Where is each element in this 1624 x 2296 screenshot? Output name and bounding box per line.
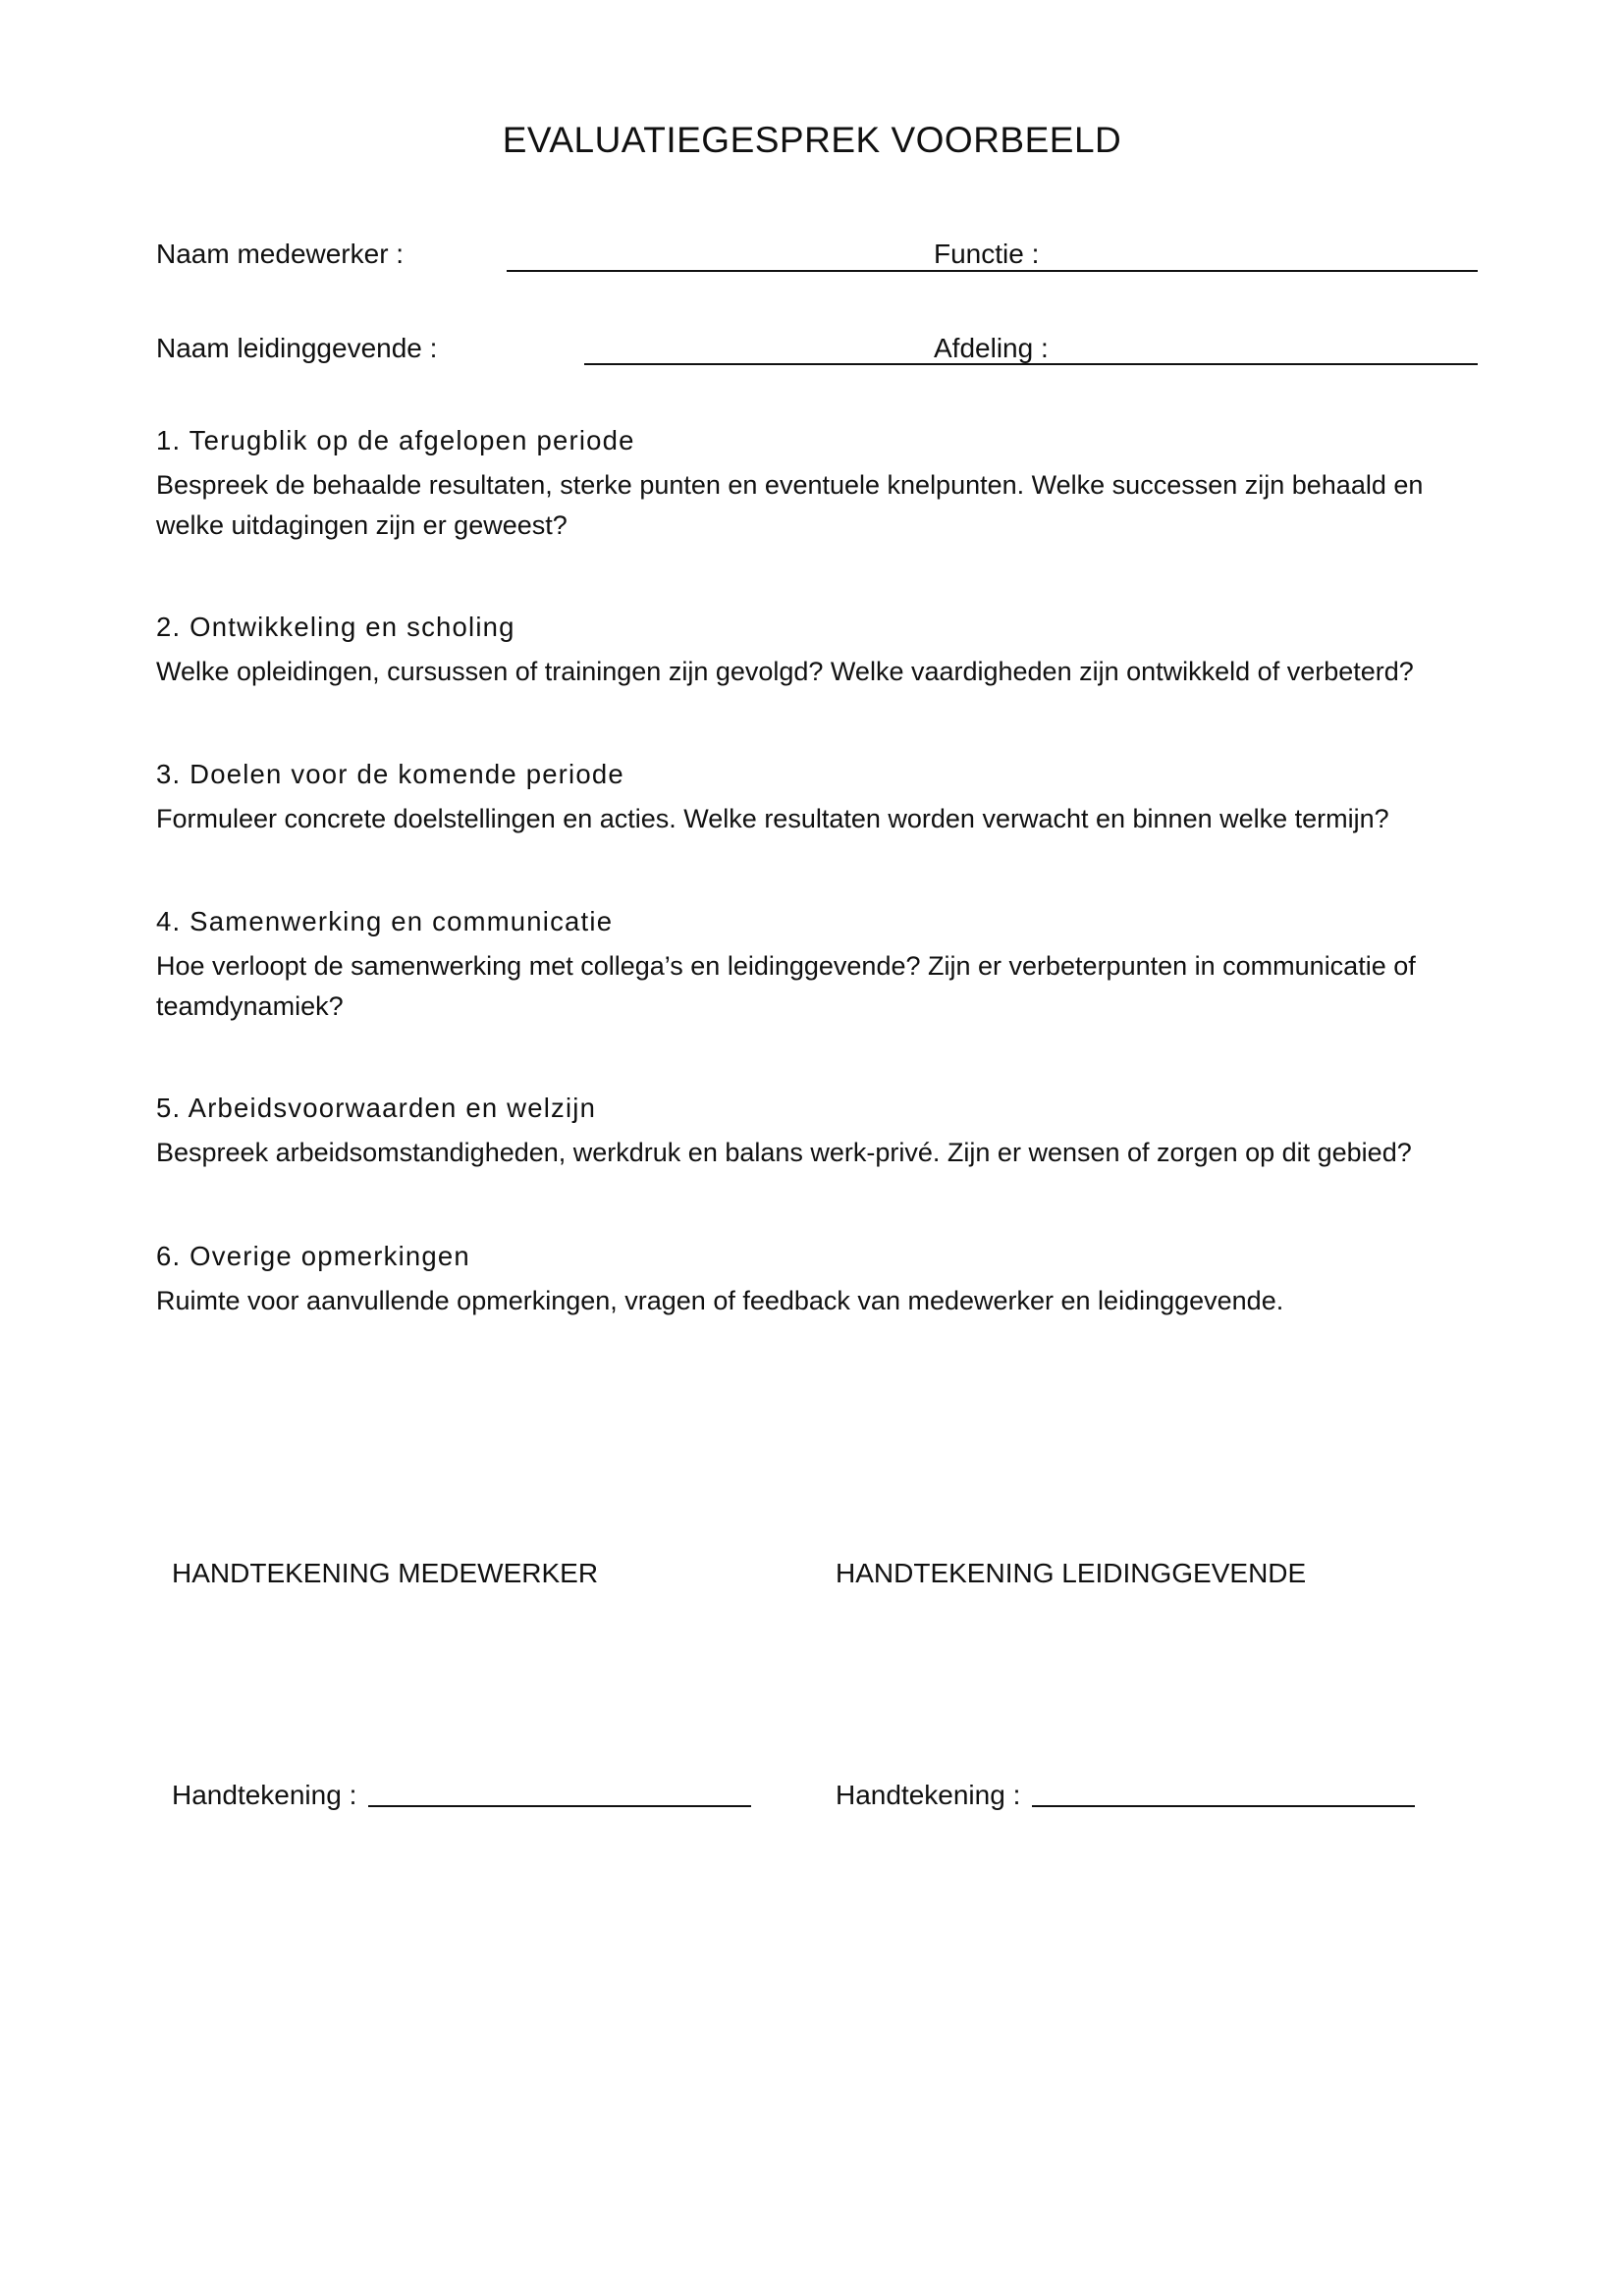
employee-signature-line[interactable] — [368, 1805, 751, 1807]
section-development — [156, 611, 1491, 692]
document-title: EVALUATIEGESPREK VOORBEELD — [502, 120, 1122, 160]
section-collaboration — [156, 905, 1491, 1027]
section-text: Hoe verloopt de samenwerking met collega’s en leidinggevende? Zijn er verbeterpunten in communicatie of teamdynamiek? — [156, 951, 1416, 1021]
section-heading: 3. Doelen voor de komende periode — [156, 759, 624, 789]
manager-signature-line[interactable] — [1032, 1805, 1415, 1807]
section-working-conditions — [156, 1092, 1491, 1173]
section-goals — [156, 758, 1491, 839]
section-text: Bespreek arbeidsomstandigheden, werkdruk en balans werk-privé. Zijn er wensen of zorgen op dit gebied? — [156, 1138, 1412, 1167]
signature-label: Handtekening : — [836, 1780, 1021, 1810]
employee-signature-field — [172, 1780, 751, 1811]
section-text: Ruimte voor aanvullende opmerkingen, vragen of feedback van medewerker en leidinggevende. — [156, 1286, 1284, 1315]
section-text: Bespreek de behaalde resultaten, sterke punten en eventuele knelpunten. Welke successen zijn behaald en welke uitdagingen zijn er geweest? — [156, 470, 1424, 540]
section-heading: 6. Overige opmerkingen — [156, 1241, 470, 1271]
manager-signature-heading: HANDTEKENING LEIDINGGEVENDE — [836, 1558, 1307, 1588]
function-label: Functie : — [934, 239, 1040, 269]
employee-signature-heading: HANDTEKENING MEDEWERKER — [172, 1558, 599, 1588]
manager-signature-field — [836, 1780, 1415, 1811]
department-label: Afdeling : — [934, 333, 1049, 363]
employee-name-line[interactable] — [507, 270, 1478, 272]
section-other-remarks — [156, 1240, 1491, 1321]
section-text: Formuleer concrete doelstellingen en acties. Welke resultaten worden verwacht en binnen welke termijn? — [156, 804, 1389, 833]
section-heading: 2. Ontwikkeling en scholing — [156, 612, 515, 642]
section-heading: 5. Arbeidsvoorwaarden en welzijn — [156, 1093, 597, 1123]
manager-name-label: Naam leidinggevende : — [156, 333, 438, 363]
section-heading: 4. Samenwerking en communicatie — [156, 906, 614, 936]
employee-name-label: Naam medewerker : — [156, 239, 405, 269]
signature-label: Handtekening : — [172, 1780, 357, 1810]
section-review — [156, 424, 1491, 546]
section-text: Welke opleidingen, cursussen of trainingen zijn gevolgd? Welke vaardigheden zijn ontwikkeld of verbeterd? — [156, 657, 1414, 686]
section-heading: 1. Terugblik op de afgelopen periode — [156, 425, 635, 455]
